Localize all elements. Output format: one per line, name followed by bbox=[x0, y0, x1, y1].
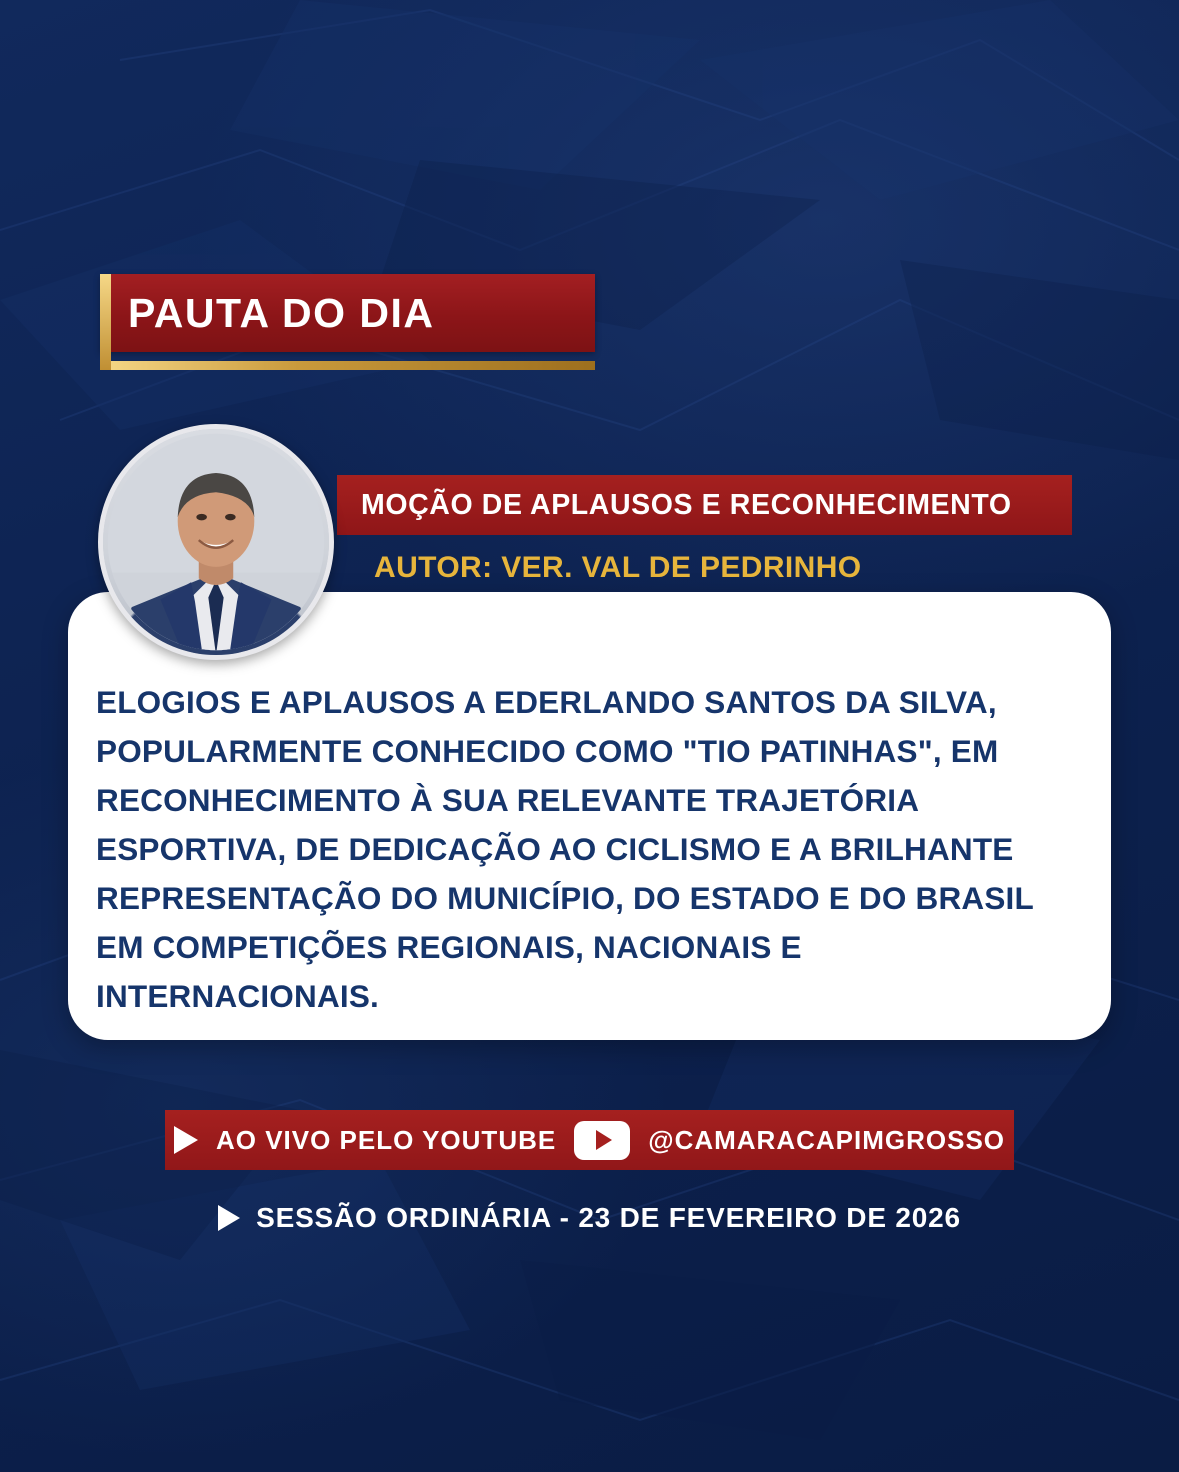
pauta-accent-bar bbox=[100, 274, 111, 370]
pauta-banner-body bbox=[100, 274, 595, 352]
avatar-portrait-illustration bbox=[103, 429, 329, 655]
youtube-handle: @CAMARACAPIMGROSSO bbox=[648, 1124, 1006, 1155]
live-stream-bar[interactable] bbox=[165, 1110, 1014, 1170]
pauta-underline bbox=[100, 361, 595, 370]
live-label: AO VIVO PELO YOUTUBE bbox=[215, 1124, 557, 1155]
session-line bbox=[0, 1202, 1179, 1234]
avatar bbox=[98, 424, 334, 660]
play-icon bbox=[174, 1126, 198, 1154]
play-triangle-icon bbox=[218, 1205, 240, 1231]
mocao-type-band bbox=[337, 475, 1072, 535]
author-label: AUTOR: VER. VAL DE PEDRINHO bbox=[374, 551, 862, 584]
author-line bbox=[374, 551, 862, 585]
mocao-type-label: MOÇÃO DE APLAUSOS E RECONHECIMENTO bbox=[361, 488, 1012, 521]
youtube-icon bbox=[574, 1121, 630, 1160]
pauta-banner bbox=[100, 274, 595, 370]
session-text: SESSÃO ORDINÁRIA - 23 DE FEVEREIRO DE 2026 bbox=[256, 1202, 961, 1233]
description-text: ELOGIOS E APLAUSOS A EDERLANDO SANTOS DA SILVA, POPULARMENTE CONHECIDO COMO "TIO PATINHAS", EM RECONHECIMENTO À SUA RELEVANTE TRAJETÓRIA ESPORTIVA, DE DEDICAÇÃO AO CICLISMO E A BRILHANTE REPRESENTAÇÃO DO MUNICÍPIO, DO ESTADO E DO BRASIL EM COMPETIÇÕES REGIONAIS, NACIONAIS E INTERNACIONAIS. bbox=[96, 684, 1034, 1014]
pauta-title: PAUTA DO DIA bbox=[128, 289, 435, 336]
